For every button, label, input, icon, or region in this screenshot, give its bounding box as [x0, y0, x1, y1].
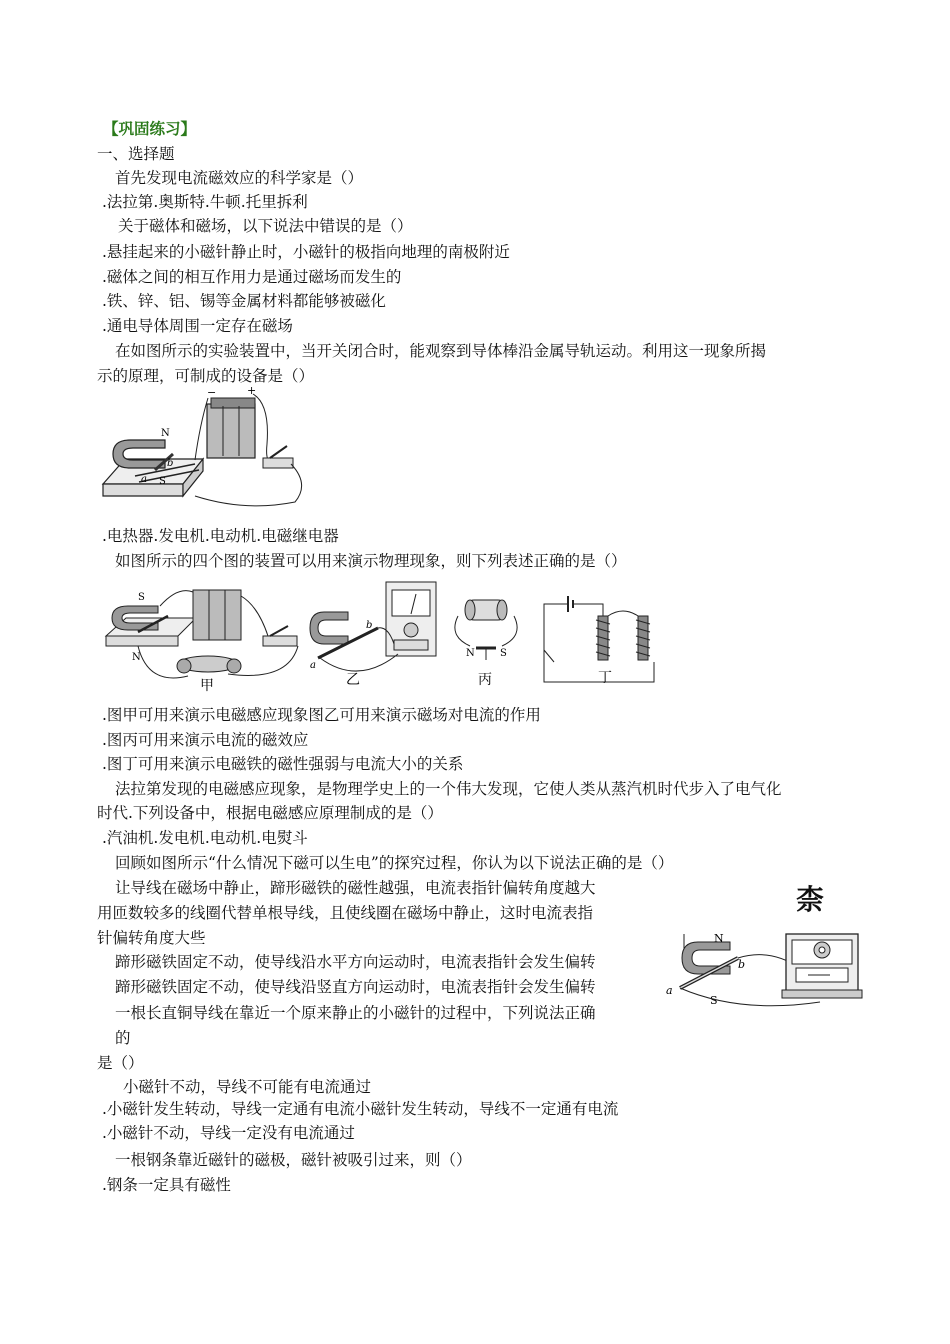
q2-stem: 关于磁体和磁场，以下说法中错误的是（） [118, 217, 413, 235]
q3-label-b: b [167, 458, 174, 469]
q4-label-b: b [366, 620, 373, 631]
q6-option-b-line1: 用匝数较多的线圈代替单根导线，且使线圈在磁场中静止，这时电流表指 [97, 904, 594, 922]
q7-option-a: 小磁针不动，导线不可能有电流通过 [123, 1078, 372, 1096]
q6-option-d: 蹄形磁铁固定不动，使导线沿竖直方向运动时，电流表指针会发生偏转 [115, 978, 596, 996]
q5-options: .汽油机.发电机.电动机.电熨斗 [102, 829, 308, 847]
q3-label-a: a [141, 474, 147, 485]
q2-option-d: .通电导体周围一定存在磁场 [102, 317, 293, 335]
q6-label-b: b [738, 958, 746, 971]
q4-label-yi: 乙 [346, 672, 360, 688]
panel-jia [106, 590, 298, 694]
q4-label-jia: 甲 [200, 678, 214, 694]
q3-stem-line2: 示的原理，可制成的设备是（） [97, 367, 315, 385]
q5-stem-line2: 时代.下列设备中，根据电磁感应原理制成的是（） [97, 804, 443, 822]
q4-stem: 如图所示的四个图的装置可以用来演示物理现象，则下列表述正确的是（） [115, 552, 627, 570]
svg-text:−: − [207, 386, 217, 399]
q3-label-s: S [159, 476, 166, 487]
q6-figure [660, 928, 870, 1016]
q3-stem-line1: 在如图所示的实验装置中，当开关闭合时，能观察到导体棒沿金属导轨运动。利用这一现象所揭 [115, 342, 767, 360]
part-title: 一、选择题 [97, 145, 175, 163]
q4-label-bing: 丙 [478, 672, 492, 688]
q8-stem: 一根钢条靠近磁针的磁极，磁针被吸引过来，则（） [115, 1151, 472, 1169]
panel-bing [455, 600, 517, 688]
q4-label-s1: S [138, 592, 145, 603]
svg-text:+: + [247, 384, 257, 397]
q4-label-n1: N [132, 652, 141, 663]
q4-option-2: .图丙可用来演示电流的磁效应 [102, 731, 309, 749]
q6-label-a: a [666, 984, 673, 997]
q1-options: .法拉第.奥斯特.牛顿.托里拆利 [102, 193, 308, 211]
q4-figure [98, 576, 688, 696]
q6-label-n: N [714, 932, 724, 945]
q4-label-n2: N [466, 648, 475, 659]
q3-options: .电热器.发电机.电动机.电磁继电器 [102, 527, 339, 545]
q7-option-d: .小磁针不动，导线一定没有电流通过 [102, 1124, 355, 1142]
panel-ding [544, 596, 654, 686]
q2-option-c: .铁、锌、铝、锡等金属材料都能够被磁化 [102, 292, 386, 310]
q6-figure-title: 柰 [796, 883, 825, 916]
q6-label-s: S [710, 994, 718, 1007]
q6-option-c: 蹄形磁铁固定不动，使导线沿水平方向运动时，电流表指针会发生偏转 [115, 953, 596, 971]
q8-option-a: .钢条一定具有磁性 [102, 1176, 231, 1194]
q4-label-a: a [310, 660, 316, 671]
q1-stem: 首先发现电流磁效应的科学家是（） [115, 169, 364, 187]
q3-figure [95, 384, 325, 514]
q7-stem-line3: 是（） [97, 1054, 144, 1072]
q6-option-a: 让导线在磁场中静止，蹄形磁铁的磁性越强，电流表指针偏转角度越大 [115, 879, 596, 897]
q4-label-s2: S [500, 648, 507, 659]
q2-option-a: .悬挂起来的小磁针静止时，小磁针的极指向地理的南极附近 [102, 243, 510, 261]
q4-label-ding: 丁 [598, 670, 612, 686]
q2-option-b: .磁体之间的相互作用力是通过磁场而发生的 [102, 268, 402, 286]
q7-stem-line2: 的 [115, 1029, 131, 1047]
q5-stem-line1: 法拉第发现的电磁感应现象，是物理学史上的一个伟大发现，它使人类从蒸汽机时代步入了电气化 [115, 780, 782, 798]
battery-icon [207, 384, 256, 458]
q6-stem: 回顾如图所示“什么情况下磁可以生电”的探究过程，你认为以下说法正确的是（） [115, 854, 674, 872]
q3-label-n: N [161, 428, 170, 439]
q7-option-bc: .小磁针发生转动，导线一定通有电流小磁针发生转动，导线不一定通有电流 [102, 1100, 619, 1118]
q4-option-3: .图丁可用来演示电磁铁的磁性强弱与电流大小的关系 [102, 755, 464, 773]
q6-option-b-line2: 针偏转角度大些 [97, 929, 206, 947]
q4-option-1: .图甲可用来演示电磁感应现象图乙可用来演示磁场对电流的作用 [102, 706, 541, 724]
q7-stem-line1: 一根长直铜导线在靠近一个原来静止的小磁针的过程中，下列说法正确 [115, 1004, 596, 1022]
galvanometer-icon [782, 934, 862, 998]
panel-yi [310, 582, 436, 688]
section-heading: 【巩固练习】 [103, 119, 197, 138]
